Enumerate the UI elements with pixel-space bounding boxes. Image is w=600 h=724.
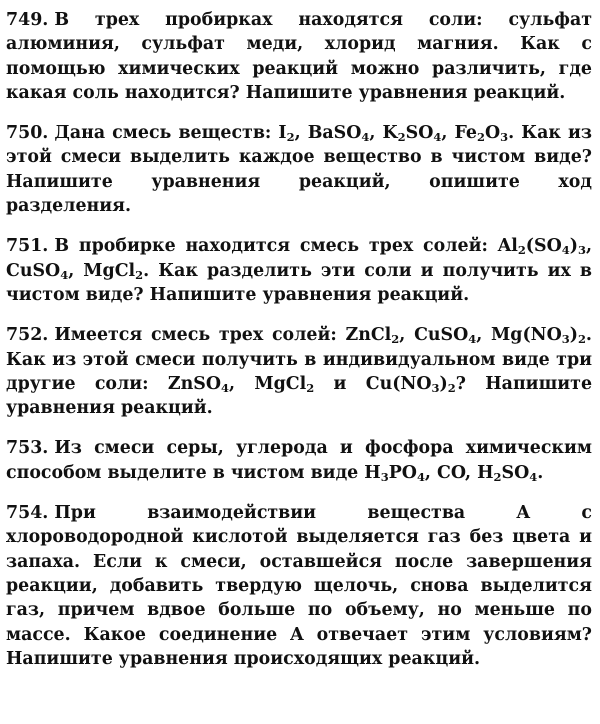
subscript: 4 <box>468 332 477 347</box>
problem-body <box>6 503 592 669</box>
subscript: 2 <box>286 130 295 145</box>
problem-text <box>6 323 592 420</box>
text-run: . Как разделить эти соли и получить их в чистом виде? Напишите уравнения реакций. <box>6 260 592 305</box>
text-run: Дана смесь веществ: I <box>54 123 287 144</box>
text-run: и Cu(NO <box>314 373 432 394</box>
problem-body <box>6 236 592 305</box>
text-run: . Как из этой смеси выделить каждое вещество в чистом виде? Напишите уравнения реакций, опишите ход разделения. <box>6 123 593 217</box>
subscript: 3 <box>380 469 389 484</box>
text-run: Имеется смесь трех солей: ZnCl <box>54 325 392 346</box>
problem-text <box>6 501 592 671</box>
subscript: 2 <box>577 332 586 347</box>
subscript: 2 <box>135 267 144 282</box>
problem-text <box>6 121 592 218</box>
subscript: 4 <box>433 130 442 145</box>
text-run: ) <box>569 325 578 346</box>
problem-number: 750. <box>6 123 49 144</box>
problem-body <box>6 10 592 103</box>
problem-body <box>6 325 592 418</box>
subscript: 3 <box>500 130 509 145</box>
subscript: 4 <box>529 469 538 484</box>
subscript: 4 <box>416 469 425 484</box>
problem-text <box>6 8 592 105</box>
problem-number: 749. <box>6 10 49 30</box>
subscript: 4 <box>220 381 229 396</box>
text-run: , Mg(NO <box>476 325 562 346</box>
subscript: 4 <box>60 267 69 282</box>
problem-754 <box>6 501 592 671</box>
problem-753 <box>6 436 592 485</box>
problem-body <box>6 123 592 216</box>
subscript: 3 <box>577 243 586 258</box>
subscript: 2 <box>397 130 406 145</box>
subscript: 3 <box>431 381 440 396</box>
text-run: В трех пробирках находятся соли: сульфат алюминия, сульфат меди, хлорид магния. Как с помощью химических реакций можно различить, где какая соль находится? Напишите уравнения реакций. <box>6 10 592 103</box>
text-run: , BaSO <box>294 123 362 144</box>
text-run: ) <box>569 236 578 257</box>
subscript: 2 <box>447 381 456 396</box>
text-run: O <box>484 123 501 144</box>
text-run: , CO, H <box>424 462 494 483</box>
subscript: 2 <box>306 381 315 396</box>
text-run: SO <box>405 123 434 144</box>
problem-752 <box>6 323 592 420</box>
problem-number: 752. <box>6 325 49 346</box>
text-run: В пробирке находится смесь трех солей: Al <box>54 236 518 257</box>
text-run: ? Напишите уравнения реакций. <box>6 373 593 419</box>
text-run: . <box>537 462 544 483</box>
text-run: , CuSO <box>399 325 469 346</box>
text-run: PO <box>388 462 417 483</box>
problem-number: 751. <box>6 236 49 257</box>
problem-text <box>6 234 592 307</box>
text-run: ) <box>439 373 448 394</box>
subscript: 2 <box>476 130 485 145</box>
subscript: 2 <box>391 332 400 347</box>
text-run: SO <box>501 462 530 483</box>
subscript: 2 <box>517 243 526 258</box>
text-run: При взаимодействии вещества A с хлороводородной кислотой выделяется газ без цвета и запаха. Если к смеси, оставшейся после завершения реакции, добавить твердую щелочь, снова выделится газ, причем вдвое больше по объему, но меньше по массе. Какое соединение A отвечает этим условиям? Напишите уравнения происходящих реакций. <box>6 503 592 669</box>
problem-750 <box>6 121 592 218</box>
subscript: 3 <box>561 332 570 347</box>
problem-page <box>6 8 592 687</box>
text-run: , CuSO <box>6 236 592 281</box>
subscript: 2 <box>493 469 502 484</box>
text-run: , MgCl <box>68 260 136 281</box>
subscript: 4 <box>361 130 370 145</box>
problem-749 <box>6 8 592 105</box>
problem-number: 754. <box>6 503 49 524</box>
problem-text <box>6 436 592 485</box>
problem-body <box>6 438 592 482</box>
text-run: , Fe <box>441 123 477 144</box>
text-run: (SO <box>525 236 562 257</box>
problem-751 <box>6 234 592 307</box>
subscript: 4 <box>561 243 570 258</box>
problem-number: 753. <box>6 438 49 459</box>
text-run: , MgCl <box>228 373 307 394</box>
text-run: Из смеси серы, углерода и фосфора химическим способом выделите в чистом виде H <box>6 438 592 483</box>
text-run: , K <box>369 123 398 144</box>
text-run: . Как из этой смеси получить в индивидуальном виде три другие соли: ZnSO <box>6 325 592 394</box>
